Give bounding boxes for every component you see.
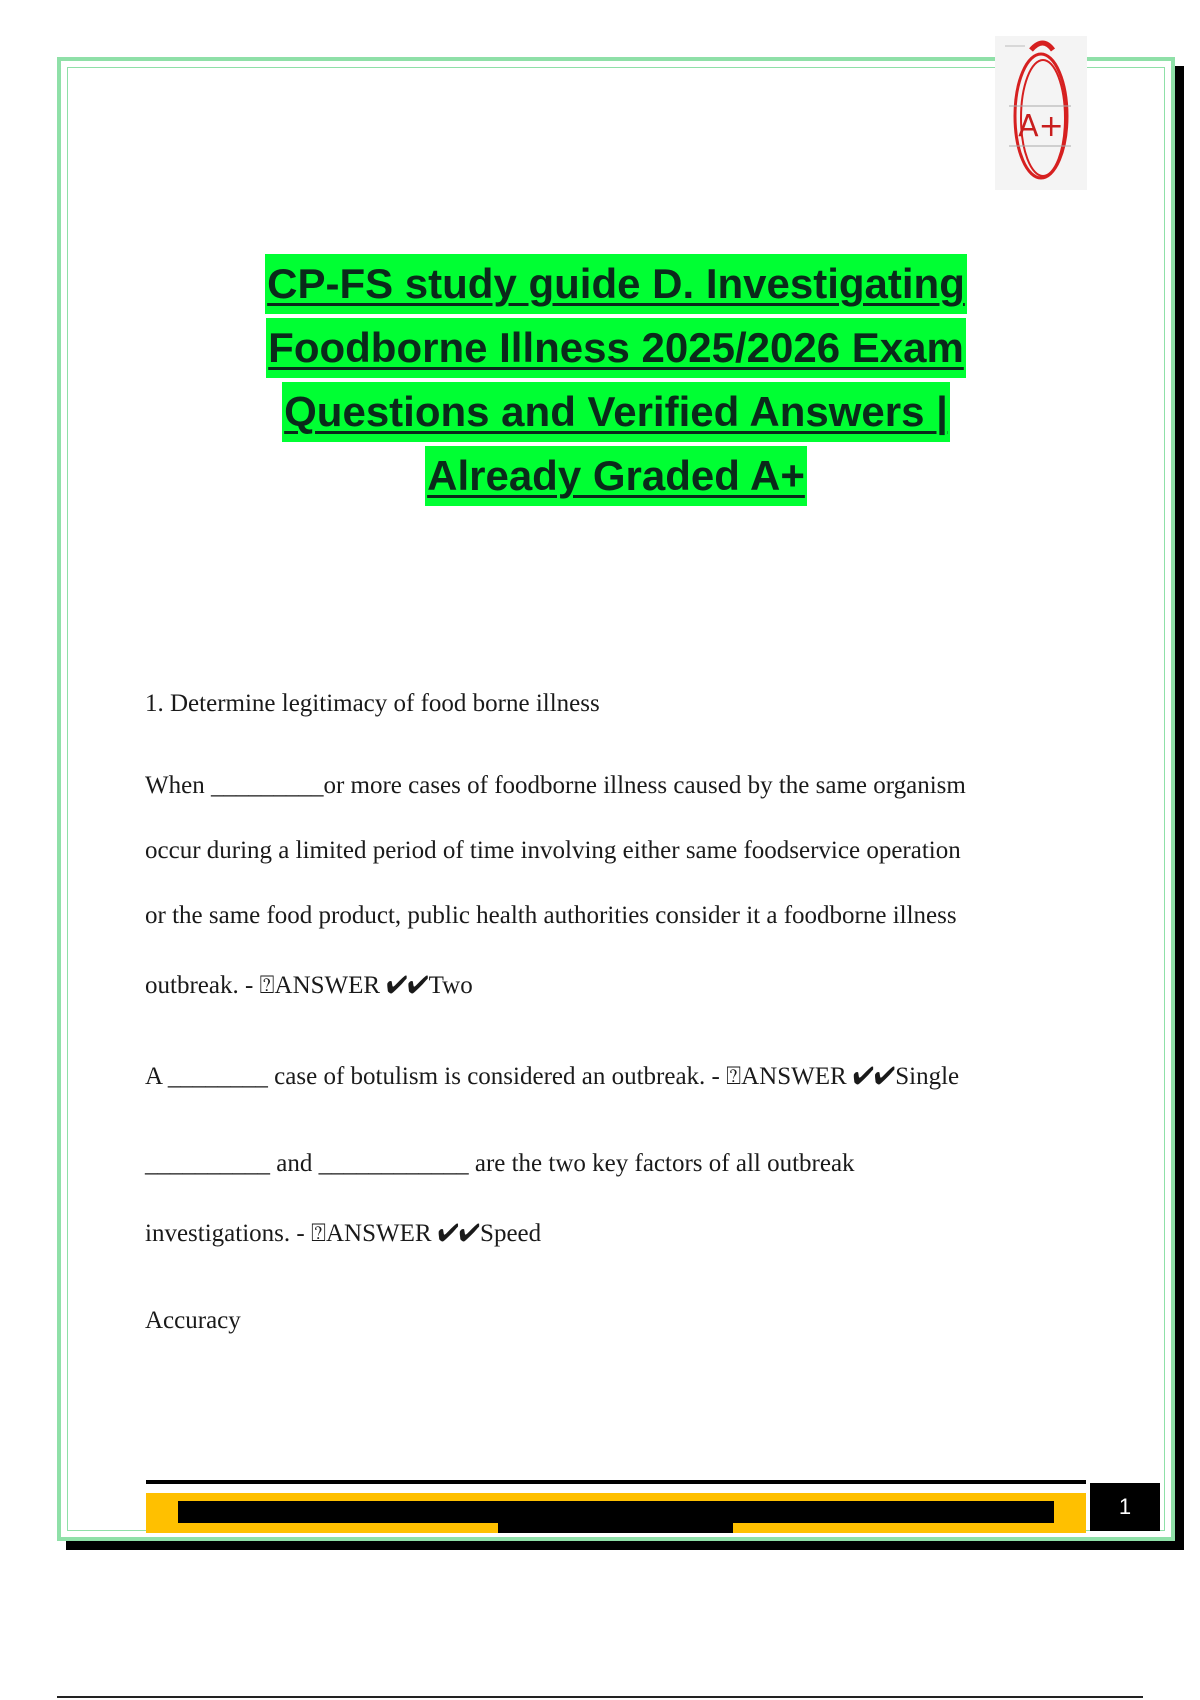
title-line-3: Questions and Verified Answers | xyxy=(282,382,950,442)
bottom-rule xyxy=(57,1696,1143,1698)
footer-divider xyxy=(146,1480,1086,1484)
page-number: 1 xyxy=(1090,1483,1160,1531)
section-heading: 1. Determine legitimacy of food borne illness xyxy=(145,690,600,717)
question-3-line-1: __________ and ____________ are the two key factors of all outbreak xyxy=(145,1150,855,1177)
grade-stamp-icon xyxy=(995,36,1087,190)
question-1-line-3: or the same food product, public health authorities consider it a foodborne illness xyxy=(145,902,957,929)
footer-bar-inner xyxy=(178,1501,1054,1523)
question-3-line-2: investigations. - ⍰ANSWER ✔✔Speed xyxy=(145,1220,542,1247)
title-line-4: Already Graded A+ xyxy=(425,446,807,506)
question-1-line-1: When _________or more cases of foodborne illness caused by the same organism xyxy=(145,772,966,799)
grade-stamp-text: A+ xyxy=(1018,109,1064,144)
question-1-line-4: outbreak. - ⍰ANSWER ✔✔Two xyxy=(145,972,473,999)
title-line-1: CP-FS study guide D. Investigating xyxy=(265,254,967,314)
question-1-line-2: occur during a limited period of time involving either same foodservice operation xyxy=(145,837,961,864)
document-title xyxy=(150,252,1082,508)
question-2-line-1: A ________ case of botulism is considered an outbreak. - ⍰ANSWER ✔✔Single xyxy=(145,1063,960,1090)
footer-bar-accent xyxy=(498,1523,733,1533)
grade-stamp xyxy=(995,36,1087,190)
title-line-2: Foodborne Illness 2025/2026 Exam xyxy=(266,318,966,378)
footer-bar xyxy=(146,1493,1086,1533)
question-3-line-3: Accuracy xyxy=(145,1307,241,1334)
